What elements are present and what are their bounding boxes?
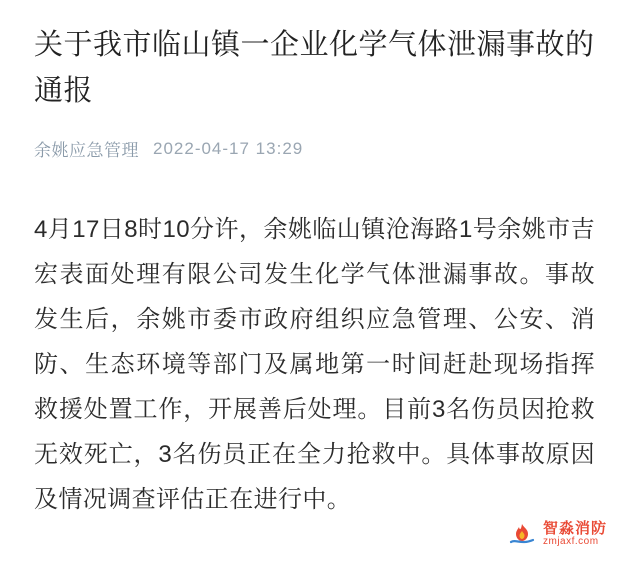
- watermark-brand: 智淼消防: [542, 519, 607, 537]
- page-title: 关于我市临山镇一企业化学气体泄漏事故的通报: [34, 29, 595, 107]
- article-timestamp: 2022-04-17 13:29: [153, 138, 304, 158]
- article-paragraph: 4月17日8时10分许，余姚临山镇沧海路1号余姚市吉宏表面处理有限公司发生化学气体泄漏事故。事故发生后，余姚市委市政府组织应急管理、公安、消防、生态环境等部门及属地第一时间赶赴现场指挥救援处置工作，开展善后处理。目前3名伤员因抢救无效死亡，3名伤员正在全力抢救中。具体事故原因及情况调查评估正在进行中。: [34, 216, 595, 513]
- flame-logo-icon: [507, 519, 537, 549]
- watermark: [507, 519, 607, 549]
- watermark-text: [543, 521, 607, 547]
- watermark-url: zmjaxf.com: [542, 535, 599, 547]
- article-meta: [34, 136, 595, 161]
- article-author[interactable]: 余姚应急管理: [34, 141, 139, 160]
- article-body: [34, 207, 595, 522]
